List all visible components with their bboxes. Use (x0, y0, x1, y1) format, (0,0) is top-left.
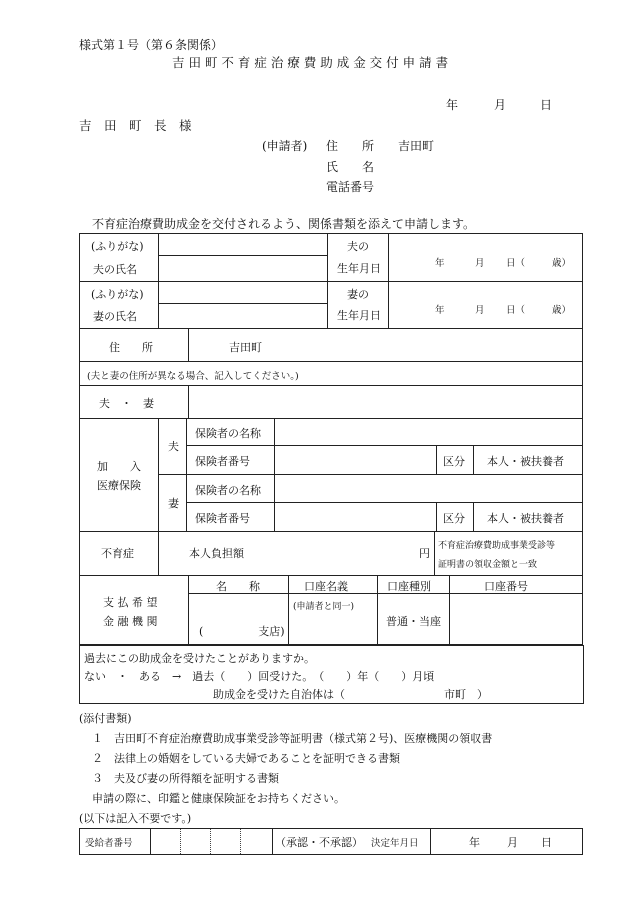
branch-field[interactable]: ( 支店) (199, 625, 285, 638)
wife-dob-month[interactable]: 月 (475, 305, 485, 316)
yen-note-1: 不育症治療費助成事業受診等 (438, 541, 556, 551)
husband-category-value[interactable]: 本人・被扶養者 (487, 455, 564, 468)
decision-date-label: 決定年月日 (371, 838, 419, 849)
attachments-note: 申請の際に、印鑑と健康保険証をお持ちください。 (92, 792, 345, 805)
application-form-table (79, 233, 583, 645)
decision-month: 月 (507, 836, 518, 849)
wife-category-label: 区分 (443, 512, 465, 525)
wife-furigana-field[interactable] (171, 285, 321, 299)
infertility-label: 不育症 (101, 547, 134, 560)
husband-insurer-no-label: 保険者番号 (195, 455, 250, 468)
wife-name-field[interactable] (171, 307, 321, 323)
attachments-heading: (添付書類) (79, 712, 132, 725)
wife-dob-label-1: 妻の (347, 288, 369, 301)
office-use-table (79, 828, 583, 855)
applicant-address-label: 住 所 (326, 139, 375, 153)
self-pay-label: 本人負担額 (189, 547, 244, 560)
couple-label: 夫 ・ 妻 (99, 397, 154, 410)
bank-col-name: 名 称 (216, 580, 260, 593)
bank-label-2: 金 融 機 関 (103, 615, 158, 628)
wife-dob-year[interactable]: 年 (435, 305, 445, 316)
address-note: (夫と妻の住所が異なる場合、記入してください。) (87, 371, 299, 382)
decision-year: 年 (469, 836, 480, 849)
yen-unit: 円 (419, 547, 430, 560)
husband-name-field[interactable] (171, 261, 321, 277)
approval-status: （承認・不承認） (275, 836, 363, 849)
wife-name-label: 妻の氏名 (93, 310, 137, 323)
wife-insurer-no-label: 保険者番号 (195, 512, 250, 525)
attachment-item-1: １ 吉田町不育症治療費助成事業受診等証明書（様式第２号)、医療機関の領収書 (92, 732, 493, 745)
husband-dob-label-2: 生年月日 (337, 262, 381, 275)
bank-col-holder: 口座名義 (304, 580, 348, 593)
address-field[interactable]: 吉田町 (229, 341, 262, 354)
insurance-wife-label: 妻 (168, 497, 179, 510)
holder-note: (申請者と同一) (293, 602, 355, 612)
wife-age[interactable]: 歳） (552, 305, 572, 316)
wife-dob-day[interactable]: 日（ (506, 305, 526, 316)
attachment-item-2: ２ 法律上の婚姻をしている夫婦であることを証明できる書類 (92, 752, 400, 765)
insurance-label-2: 医療保険 (97, 479, 141, 492)
date-day: 日 (540, 98, 553, 112)
insurance-husband-label: 夫 (168, 440, 179, 453)
wife-insurer-name-label: 保険者の名称 (195, 484, 261, 497)
husband-furigana-field[interactable] (171, 238, 321, 252)
account-type-field[interactable]: 普通・当座 (386, 615, 441, 628)
insurance-label-1: 加 入 (97, 460, 141, 473)
past-municipality[interactable]: 助成金を受けた自治体は（ 市町 ） (213, 688, 488, 701)
husband-dob-year[interactable]: 年 (435, 258, 445, 269)
wife-category-value[interactable]: 本人・被扶養者 (487, 512, 564, 525)
bank-col-number: 口座番号 (484, 580, 528, 593)
date-month: 月 (494, 98, 507, 112)
bank-col-type: 口座種別 (387, 580, 431, 593)
account-number-field[interactable] (455, 597, 577, 639)
recipient-no-label: 受給者番号 (85, 838, 133, 849)
past-question: 過去にこの助成金を受けたことがありますか。 (84, 652, 315, 665)
intro-text: 不育症治療費助成金を交付されるよう、関係書類を添えて申請します。 (92, 217, 476, 231)
couple-field[interactable] (194, 391, 574, 413)
husband-age[interactable]: 歳） (552, 258, 572, 269)
date-year: 年 (446, 98, 459, 112)
addressee: 吉 田 町 長 様 (79, 118, 192, 133)
attachment-item-3: ３ 夫及び妻の所得額を証明する書類 (92, 772, 279, 785)
applicant-label: (申請者) (262, 139, 308, 153)
office-use-heading: (以下は記入不要です。) (79, 812, 192, 825)
wife-dob-label-2: 生年月日 (337, 309, 381, 322)
husband-dob-day[interactable]: 日（ (506, 258, 526, 269)
applicant-name-label: 氏 名 (326, 160, 375, 174)
husband-category-label: 区分 (443, 455, 465, 468)
applicant-address-value: 吉田町 (398, 139, 435, 153)
husband-furigana-label: (ふりがな) (91, 240, 144, 253)
husband-dob-month[interactable]: 月 (475, 258, 485, 269)
husband-dob-label-1: 夫の (347, 240, 369, 253)
decision-day: 日 (541, 836, 552, 849)
address-label: 住 所 (109, 341, 153, 354)
wife-furigana-label: (ふりがな) (91, 288, 144, 301)
yen-note-2: 証明書の領収金額と一致 (438, 560, 538, 570)
form-number: 様式第１号（第６条関係） (79, 38, 224, 52)
past-assistance-box (79, 645, 584, 704)
applicant-phone-label: 電話番号 (326, 180, 375, 194)
bank-label-1: 支 払 希 望 (103, 596, 158, 609)
past-answer-line[interactable]: ない ・ ある → 過去（ ）回受けた。 （ ）年（ ）月頃 (84, 670, 435, 683)
page-title: 吉 田 町 不 育 症 治 療 費 助 成 金 交 付 申 請 書 (172, 55, 449, 70)
husband-insurer-name-label: 保険者の名称 (195, 427, 261, 440)
husband-name-label: 夫の氏名 (93, 263, 137, 276)
